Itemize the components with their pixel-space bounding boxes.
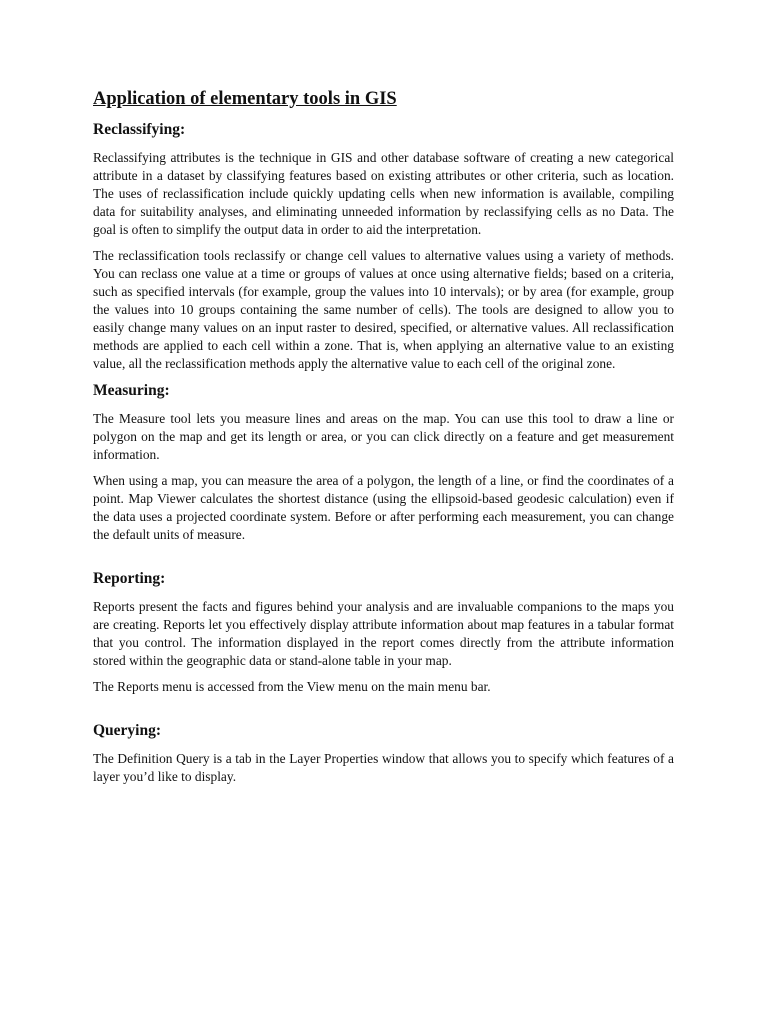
paragraph-reclassifying-1: Reclassifying attributes is the technique in GIS and other database software of creating a new categorical attribute in a dataset by classifying features based on existing attributes or other criteria, such as location. The uses of reclassification include quickly updating cells when new information is available, compiling data for suitability analyses, and eliminating unneeded information by reclassifying cells as no Data. The goal is often to simplify the output data in order to aid the interpretation. [93, 150, 674, 237]
document-title: Application of elementary tools in GIS [93, 89, 397, 109]
heading-measuring: Measuring: [93, 382, 170, 399]
paragraph-measuring-1: The Measure tool lets you measure lines and areas on the map. You can use this tool to draw a line or polygon on the map and get its length or area, or you can click directly on a feature and get measurement information. [93, 411, 674, 462]
paragraph-measuring-2: When using a map, you can measure the area of a polygon, the length of a line, or find the coordinates of a point. Map Viewer calculates the shortest distance (using the ellipsoid-based geodesic calculation) even if the data uses a projected coordinate system. Before or after performing each measurement, you can change the default units of measure. [93, 473, 674, 542]
document-page [93, 88, 674, 794]
heading-querying: Querying: [93, 722, 162, 739]
paragraph-reporting-2: The Reports menu is accessed from the View menu on the main menu bar. [93, 679, 491, 694]
spacer [93, 552, 674, 569]
heading-reporting: Reporting: [93, 570, 166, 587]
paragraph-reporting-1: Reports present the facts and figures behind your analysis and are invaluable companions to the maps you are creating. Reports let you effectively display attribute information about map features in a tabular format that you control. The information displayed in the report comes directly from the attribute information stored within the geographic data or stand-alone table in your map. [93, 599, 674, 668]
heading-reclassifying: Reclassifying: [93, 121, 186, 138]
paragraph-querying-1: The Definition Query is a tab in the Layer Properties window that allows you to specify which features of a layer you’d like to display. [93, 751, 674, 784]
spacer [93, 704, 674, 721]
paragraph-reclassifying-2: The reclassification tools reclassify or change cell values to alternative values using a variety of methods. You can reclass one value at a time or groups of values at once using alternative fields; based on a criteria, such as specified intervals (for example, group the values into 10 intervals); or by area (for example, group the values into 10 groups containing the same number of cells). The tools are designed to allow you to easily change many values on an input raster to desired, specified, or alternative values. All reclassification methods are applied to each cell within a zone. That is, when applying an alternative value to an existing value, all the reclassification methods apply the alternative value to each cell of the original zone. [93, 248, 674, 371]
